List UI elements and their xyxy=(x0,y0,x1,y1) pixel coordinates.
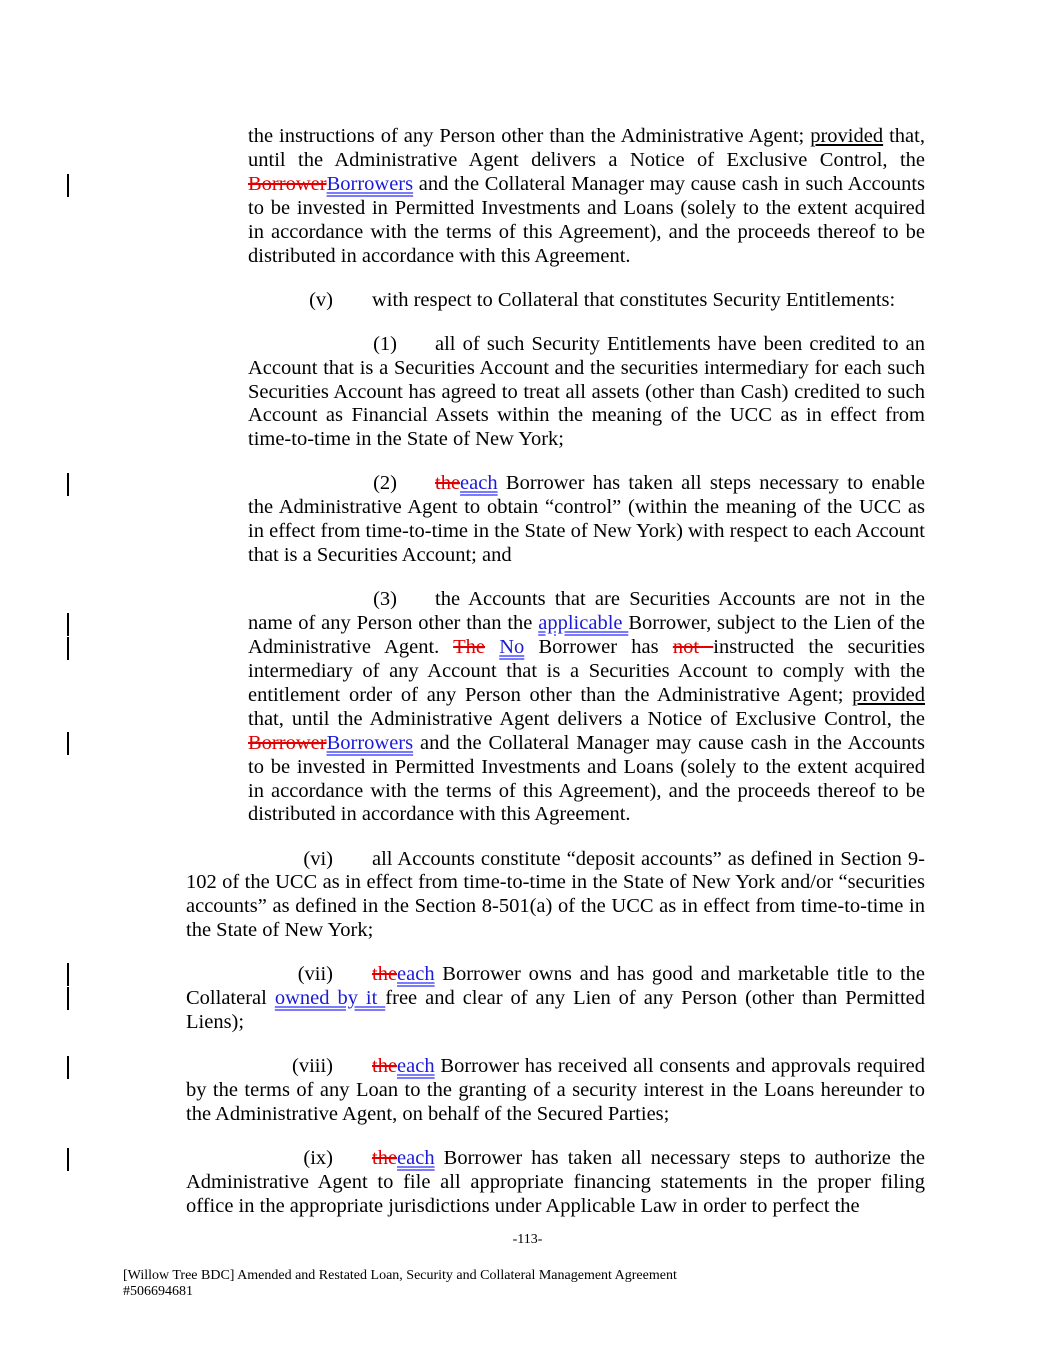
change-bar xyxy=(67,963,69,986)
text-run: and the Collateral Manager may cause cash in such Accounts to be invested in Permitted Investments and Loans (solely to the extent acquired in accordance with the terms of this Agreement), and the proceeds thereof to be distributed in accordance with this Agreement. xyxy=(248,172,925,267)
change-bar xyxy=(67,473,69,496)
section-label: (3) xyxy=(373,588,397,611)
underlined-term: provided xyxy=(852,683,925,706)
text-run: the instructions of any Person other than the Administrative Agent; xyxy=(248,125,811,147)
text-run: that, until the Administrative Agent delivers a Notice of Exclusive Control, the xyxy=(248,125,925,171)
deleted-text: not xyxy=(672,636,714,659)
inserted-text: each xyxy=(460,472,498,495)
footer-title: [Willow Tree BDC] Amended and Restated Loan, Security and Collateral Management Agreement xyxy=(123,1268,677,1283)
section-label: (vii) xyxy=(297,963,333,986)
page-number: -113- xyxy=(512,1232,543,1247)
text-run: instructed the securities intermediary of any Account that is a Securities Account to comply with the entitlement order of any Person other than the Administrative Agent; xyxy=(248,636,925,706)
text-run: Borrower, subject to the Lien of the Administrative Agent. xyxy=(248,612,925,659)
change-bar xyxy=(67,613,69,636)
text-run: the Accounts that are Securities Accounts are not in the name of any Person other than the xyxy=(248,588,925,635)
paragraph-vi xyxy=(186,848,925,944)
section-label: (ix) xyxy=(303,1147,333,1170)
paragraph-viii xyxy=(186,1055,925,1127)
underlined-term: provided xyxy=(810,125,884,147)
change-bar xyxy=(67,637,69,660)
section-label: (1) xyxy=(373,332,397,355)
paragraph-vii xyxy=(186,963,925,1035)
text-run: all of such Security Entitlements have been credited to an Account that is a Securities Account and the securities intermediary for each such Securities Account has agreed to treat all assets (other than Cash) credited to such Account as Financial Assets within the meaning of the UCC as in effect from time-to-time in the State of New York; xyxy=(248,332,925,451)
inserted-text: each xyxy=(397,963,435,986)
text-run xyxy=(485,636,499,658)
deleted-text: The xyxy=(453,636,486,659)
text-run: that, until the Administrative Agent delivers a Notice of Exclusive Control, the xyxy=(248,707,925,730)
inserted-text: each xyxy=(397,1147,435,1170)
section-label: (v) xyxy=(309,288,333,311)
paragraph xyxy=(248,125,925,268)
section-label: (2) xyxy=(373,472,397,495)
change-bar xyxy=(67,732,69,755)
change-bar xyxy=(67,174,69,197)
text-run: Borrower owns and has good and marketable title to the Collateral xyxy=(186,963,925,1010)
inserted-text: No xyxy=(499,636,525,659)
text-run: with respect to Collateral that constitutes Security Entitlements: xyxy=(372,288,896,311)
change-bar xyxy=(67,987,69,1010)
paragraph-ix xyxy=(186,1147,925,1219)
deleted-text: the xyxy=(372,963,398,986)
text-run: Borrower has taken all necessary steps to authorize the Administrative Agent to file all appropriate financing statements in the proper filing office in the appropriate jurisdictions under Applicable Law in order to perfect the xyxy=(186,1147,925,1217)
change-bar xyxy=(67,1056,69,1079)
text-run: Borrower has received all consents and approvals required by the terms of any Loan to the granting of a security interest in the Loans hereunder to the Administrative Agent, on behalf of the Secured Parties; xyxy=(186,1055,925,1126)
inserted-text: Borrowers xyxy=(326,172,414,195)
document-body xyxy=(186,125,925,1239)
deleted-text: Borrower xyxy=(248,731,327,754)
text-run: and the Collateral Manager may cause cash in the Accounts to be invested in Permitted Investments and Loans (solely to the extent acquired in accordance with the terms of this Agreement), and the proceeds thereof to be distributed in accordance with this Agreement. xyxy=(248,731,925,826)
inserted-text: Borrowers xyxy=(326,731,414,754)
text-run: free and clear of any Lien of any Person (other than Permitted Liens); xyxy=(186,987,925,1034)
deleted-text: Borrower xyxy=(248,172,327,195)
inserted-text: each xyxy=(397,1055,435,1078)
deleted-text: the xyxy=(372,1147,398,1170)
footer-doc-id: #506694681 xyxy=(123,1284,193,1299)
section-label: (viii) xyxy=(292,1055,333,1078)
text-run: all Accounts constitute “deposit accounts” as defined in Section 9-102 of the UCC as in effect from time-to-time in the State of New York and/or “securities accounts” as defined in the Section 8-501(a) of the UCC as in effect from time-to-time in the State of New York; xyxy=(186,847,925,942)
section-label: (vi) xyxy=(303,847,333,870)
deleted-text: the xyxy=(435,472,461,495)
document-footer xyxy=(123,1268,677,1300)
text-run: Borrower has xyxy=(524,636,673,659)
paragraph-v xyxy=(186,289,925,313)
deleted-text: the xyxy=(372,1055,398,1078)
inserted-text: applicable xyxy=(538,612,629,635)
text-run: Borrower has taken all steps necessary to enable the Administrative Agent to obtain “control” (within the meaning of the UCC as in effect from time-to-time in the State of New York) with respect to each Account that is a Securities Account; and xyxy=(248,472,925,567)
paragraph-2 xyxy=(248,472,925,568)
paragraph-1 xyxy=(248,333,925,453)
inserted-text: owned by it xyxy=(274,987,386,1010)
paragraph-3 xyxy=(248,588,925,827)
change-bar xyxy=(67,1148,69,1171)
